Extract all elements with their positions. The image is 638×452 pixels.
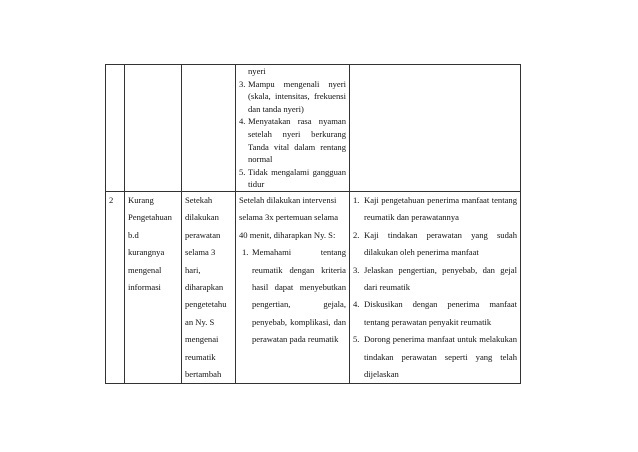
list-item: 5. Tidak mengalami gangguan tidur bbox=[239, 166, 346, 190]
goal-line: hari, bbox=[185, 264, 201, 275]
list-item: 4. Diskusikan dengan penerima manfaat tentang perawatan penyakit reumatik bbox=[353, 299, 517, 327]
nursing-care-plan-table bbox=[105, 64, 521, 384]
diagnosis-line: informasi bbox=[128, 281, 161, 292]
diagnosis-line: Kurang bbox=[128, 194, 154, 205]
cell-interventions bbox=[350, 65, 521, 192]
diagnosis-line: mengenal bbox=[128, 264, 162, 275]
diagnosis-line: Pengetahuan bbox=[128, 212, 172, 223]
cell-interventions bbox=[350, 191, 521, 383]
cell-goal bbox=[182, 65, 236, 192]
list-item: 1. Memahami tentang reumatik dengan kriteria hasil dapat menyebutkan pengertian, gejala, penyebab, komplikasi, dan perawatan pada reumatik bbox=[242, 247, 346, 345]
goal-line: selama 3 bbox=[185, 247, 216, 258]
criteria-intro: Setelah dilakukan intervensi selama 3x pertemuan selama 40 menit, diharapkan Ny. S: bbox=[239, 194, 339, 240]
criteria-list bbox=[239, 65, 346, 191]
cell-goal bbox=[182, 191, 236, 383]
table-row bbox=[106, 191, 521, 383]
goal-line: perawatan bbox=[185, 229, 221, 240]
goal-line: mengenai bbox=[185, 334, 219, 345]
cell-outcome-criteria bbox=[236, 191, 350, 383]
list-item: 5. Dorong penerima manfaat untuk melakukan tindakan perawatan seperti yang telah dijelaskan bbox=[353, 334, 517, 379]
diagnosis-line: kurangnya bbox=[128, 247, 165, 258]
goal-line: reumatik bbox=[185, 351, 216, 362]
cell-diagnosis bbox=[125, 191, 182, 383]
cell-outcome-criteria bbox=[236, 65, 350, 192]
goal-line: pengetetahu bbox=[185, 299, 227, 310]
list-item: 1. Kaji pengetahuan penerima manfaat tentang reumatik dan perawatannya bbox=[353, 194, 517, 223]
table-row bbox=[106, 65, 521, 192]
list-item: 3. Mampu mengenali nyeri (skala, intensitas, frekuensi dan tanda nyeri) bbox=[239, 78, 346, 114]
list-item: 4. Menyatakan rasa nyaman setelah nyeri berkurang Tanda vital dalam rentang normal bbox=[239, 116, 346, 165]
goal-line: an Ny. S bbox=[185, 316, 215, 327]
list-item: 2. Kaji tindakan perawatan yang sudah dilakukan oleh penerima manfaat bbox=[353, 229, 517, 258]
goal-line: bertambah bbox=[185, 369, 222, 379]
cell-number bbox=[106, 65, 125, 192]
goal-line: diharapkan bbox=[185, 281, 224, 292]
goal-line: Setekah bbox=[185, 194, 213, 205]
goal-line: dilakukan bbox=[185, 212, 219, 223]
list-item: 3. Jelaskan pengertian, penyebab, dan gejal dari reumatik bbox=[353, 264, 517, 292]
diagnosis-line: b.d bbox=[128, 229, 139, 240]
cell-diagnosis bbox=[125, 65, 182, 192]
list-item: nyeri bbox=[248, 66, 266, 76]
criteria-list bbox=[239, 244, 346, 348]
cell-number: 2 bbox=[106, 191, 125, 383]
interventions-list bbox=[353, 192, 517, 383]
